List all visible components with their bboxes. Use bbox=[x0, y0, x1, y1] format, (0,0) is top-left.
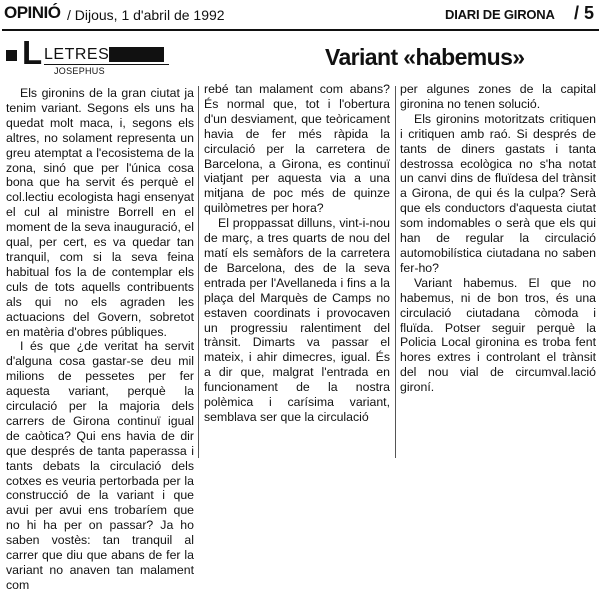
column-logo bbox=[4, 34, 174, 78]
paragraph: El proppassat dilluns, vint-i-nou de març, a tres quarts de nou del matí els semàfors de la carretera de Barcelona, des de la seva entrada per l'Avellaneda i fins a la plaça del Marquès de Camps no estaven coordinats i provocaven un progressiu ralentiment del trànsit. Dimarts va passar el mateix, i ahir dimecres, igual. És a dir que, malgrat l'entrada en funcionament de la nostra polèmica i carísima variant, semblava ser que la circulació bbox=[204, 216, 390, 424]
page-number: / 5 bbox=[574, 3, 595, 23]
logo-square-icon bbox=[6, 50, 17, 61]
section-name: OPINIÓ bbox=[4, 3, 61, 22]
column-name: LETRES bbox=[44, 46, 110, 63]
logo-initial: L bbox=[22, 34, 43, 71]
column-divider bbox=[198, 86, 199, 458]
article-column-1 bbox=[6, 86, 194, 593]
column-divider bbox=[395, 86, 396, 458]
paragraph: per algunes zones de la capital gironina no tenen solució. bbox=[400, 82, 596, 111]
paragraph: Variant habemus. El que no habemus, ni de bon tros, és una circulació ciutadana còmoda i fluïda. Potser seguir perquè la Policia Local gironina es troba fent hores extres i controlant el trànsit del nou vial de circumval.lació gironí. bbox=[400, 275, 596, 395]
article-column-3 bbox=[400, 82, 596, 395]
logo-rule bbox=[44, 64, 169, 65]
newspaper-name: DIARI DE GIRONA bbox=[445, 7, 555, 22]
logo-bar-icon bbox=[109, 47, 164, 62]
header-rule bbox=[2, 29, 599, 31]
paragraph: Els gironins motoritzats critiquen i critiquen amb raó. Si després de tants de diners gastats i tanta destrossa ecològica no s'ha notat un canvi dins de fluïdesa del trànsit a Girona, de qui és la culpa? Serà que els conductors d'aquesta ciutat som indomables o serà que els qui han de regular la circulació automobilística ciutadana no saben fer-ho? bbox=[400, 111, 596, 275]
article-headline: Variant «habemus» bbox=[325, 44, 525, 70]
article-column-2 bbox=[204, 82, 390, 425]
paragraph: Els gironins de la gran ciutat ja tenim variant. Segons els uns ha quedat molt maca, i, segons els altres, no solament representa un greu atemptat a l'ecosistema de la zona, sinó que per l'única cosa bona que ha servit és perquè el col.lectiu ecologista hagi ensenyat el cul al ministre Borrell en el moment de la seva inauguració, el qual, per cert, es va quedar tan tranquil, com si la seva feina habitual fos la de contemplar els culs de tots aquells contribuents als qui no els agraden les actuacions del Govern, sobretot en matèria d'obres públiques. bbox=[6, 86, 194, 339]
paragraph: I és que ¿de veritat ha servit d'alguna cosa gastar-se deu mil milions de pessetes per fer aquesta variant, perquè la circulació per la majoria dels carrers de Girona continuï igual de caòtica? Qui ens havia de dir que després de tanta paperassa i tants debats la circulació dels cotxes es veuria pertorbada per la construcció de la variant i que avui per avui ens trobaríem que no hi ha per on passar? Ja ho saben vostès: tan tranquil al carrer que diu que abans de fer la variant no anaven tan malament com bbox=[6, 339, 194, 592]
column-author: JOSEPHUS bbox=[54, 66, 105, 76]
page-header bbox=[0, 0, 601, 30]
paragraph: rebé tan malament com abans? És normal que, tot i l'obertura d'un desviament, que teòricament havia de fer més ràpida la circulació per la carretera de Barcelona, a Girona, es continuï viatjant per aquesta via a una mitjana de poc més de quinze quilòmetres per hora? bbox=[204, 82, 390, 216]
issue-date: / Dijous, 1 d'abril de 1992 bbox=[67, 7, 225, 23]
